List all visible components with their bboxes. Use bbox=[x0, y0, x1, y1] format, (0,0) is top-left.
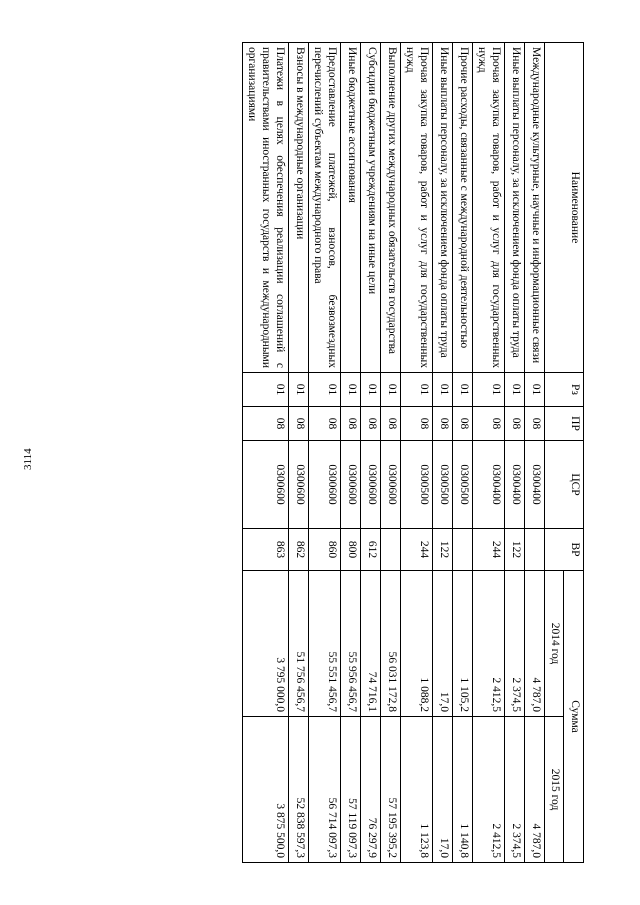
row-name: Прочие расходы, связанные с международной деятельностью bbox=[452, 43, 472, 373]
column-header-sum: Сумма bbox=[564, 571, 584, 863]
row-pr: 08 bbox=[472, 407, 504, 441]
table-row bbox=[505, 43, 525, 863]
row-rz: 01 bbox=[400, 373, 432, 407]
row-vr bbox=[380, 529, 400, 571]
row-name: Иные выплаты персоналу, за исключением фонда оплаты труда bbox=[432, 43, 452, 373]
row-csr: 0300400 bbox=[472, 441, 504, 529]
row-pr: 08 bbox=[400, 407, 432, 441]
row-vr: 863 bbox=[242, 529, 288, 571]
row-sum-2015: 2 412,5 bbox=[472, 717, 504, 863]
row-name: Выполнение других международных обязательств государства bbox=[380, 43, 400, 373]
table-row bbox=[472, 43, 504, 863]
row-sum-2014: 55 551 456,7 bbox=[308, 571, 340, 717]
row-name: Предоставление платежей, взносов, безвозмездных перечислений субъектам международного права bbox=[308, 43, 340, 373]
table-row bbox=[400, 43, 432, 863]
table-row bbox=[432, 43, 452, 863]
row-pr: 08 bbox=[360, 407, 380, 441]
row-vr bbox=[452, 529, 472, 571]
row-vr bbox=[525, 529, 545, 571]
row-sum-2015: 56 714 097,3 bbox=[308, 717, 340, 863]
row-name: Иные выплаты персоналу, за исключением фонда оплаты труда bbox=[505, 43, 525, 373]
column-header-csr: ЦСР bbox=[545, 441, 584, 529]
column-header-year-2015: 2015 год bbox=[545, 717, 565, 863]
row-sum-2014: 4 787,0 bbox=[525, 571, 545, 717]
row-sum-2015: 52 838 597,3 bbox=[288, 717, 308, 863]
row-pr: 08 bbox=[452, 407, 472, 441]
row-sum-2015: 4 787,0 bbox=[525, 717, 545, 863]
row-name: Субсидии бюджетным учреждениям на иные цели bbox=[360, 43, 380, 373]
row-csr: 0300400 bbox=[505, 441, 525, 529]
row-rz: 01 bbox=[380, 373, 400, 407]
row-sum-2015: 1 123,8 bbox=[400, 717, 432, 863]
row-vr: 862 bbox=[288, 529, 308, 571]
row-sum-2015: 76 297,9 bbox=[360, 717, 380, 863]
column-header-vr: ВР bbox=[545, 529, 584, 571]
row-sum-2014: 74 716,1 bbox=[360, 571, 380, 717]
row-sum-2015: 3 875 500,0 bbox=[242, 717, 288, 863]
row-csr: 0300600 bbox=[242, 441, 288, 529]
row-sum-2014: 2 374,5 bbox=[505, 571, 525, 717]
row-name: Международные культурные, научные и информационные связи bbox=[525, 43, 545, 373]
page-number: 3114 bbox=[22, 448, 34, 470]
row-sum-2014: 2 412,5 bbox=[472, 571, 504, 717]
table-row bbox=[380, 43, 400, 863]
row-pr: 08 bbox=[525, 407, 545, 441]
row-pr: 08 bbox=[432, 407, 452, 441]
row-sum-2014: 1 105,2 bbox=[452, 571, 472, 717]
table-row bbox=[360, 43, 380, 863]
row-pr: 08 bbox=[308, 407, 340, 441]
row-pr: 08 bbox=[505, 407, 525, 441]
row-name: Платежи в целях обеспечения реализации соглашений с правительствами иностранных государств и международными организациями bbox=[242, 43, 288, 373]
row-csr: 0300600 bbox=[340, 441, 360, 529]
row-rz: 01 bbox=[432, 373, 452, 407]
row-csr: 0300500 bbox=[400, 441, 432, 529]
row-sum-2015: 1 140,8 bbox=[452, 717, 472, 863]
row-name: Прочая закупка товаров, работ и услуг для государственных нужд bbox=[400, 43, 432, 373]
column-header-name: Наименование bbox=[545, 43, 584, 373]
row-rz: 01 bbox=[242, 373, 288, 407]
row-name: Взносы в международные организации bbox=[288, 43, 308, 373]
row-rz: 01 bbox=[472, 373, 504, 407]
row-csr: 0300600 bbox=[288, 441, 308, 529]
row-csr: 0300400 bbox=[525, 441, 545, 529]
row-sum-2014: 55 956 456,7 bbox=[340, 571, 360, 717]
table-row bbox=[242, 43, 288, 863]
row-sum-2014: 3 795 000,0 bbox=[242, 571, 288, 717]
row-vr: 800 bbox=[340, 529, 360, 571]
row-sum-2014: 56 031 172,8 bbox=[380, 571, 400, 717]
row-rz: 01 bbox=[360, 373, 380, 407]
row-csr: 0300600 bbox=[380, 441, 400, 529]
row-sum-2014: 51 756 456,7 bbox=[288, 571, 308, 717]
row-sum-2014: 17,0 bbox=[432, 571, 452, 717]
row-csr: 0300500 bbox=[452, 441, 472, 529]
row-rz: 01 bbox=[505, 373, 525, 407]
row-rz: 01 bbox=[452, 373, 472, 407]
row-sum-2015: 57 195 395,2 bbox=[380, 717, 400, 863]
row-rz: 01 bbox=[525, 373, 545, 407]
row-csr: 0300500 bbox=[432, 441, 452, 529]
table-row bbox=[288, 43, 308, 863]
row-csr: 0300600 bbox=[308, 441, 340, 529]
table-row bbox=[452, 43, 472, 863]
row-pr: 08 bbox=[340, 407, 360, 441]
row-pr: 08 bbox=[242, 407, 288, 441]
table-header-row-1 bbox=[564, 43, 584, 863]
row-vr: 122 bbox=[505, 529, 525, 571]
row-sum-2014: 1 088,2 bbox=[400, 571, 432, 717]
row-vr: 244 bbox=[472, 529, 504, 571]
column-header-year-2014: 2014 год bbox=[545, 571, 565, 717]
column-header-rz: Рз bbox=[545, 373, 584, 407]
table-row bbox=[308, 43, 340, 863]
row-rz: 01 bbox=[288, 373, 308, 407]
row-vr: 860 bbox=[308, 529, 340, 571]
row-rz: 01 bbox=[308, 373, 340, 407]
row-vr: 612 bbox=[360, 529, 380, 571]
table-header bbox=[545, 43, 584, 863]
row-sum-2015: 2 374,5 bbox=[505, 717, 525, 863]
column-header-pr: ПР bbox=[545, 407, 584, 441]
row-rz: 01 bbox=[340, 373, 360, 407]
row-name: Иные бюджетные ассигнования bbox=[340, 43, 360, 373]
table-row bbox=[340, 43, 360, 863]
row-pr: 08 bbox=[380, 407, 400, 441]
row-sum-2015: 17,0 bbox=[432, 717, 452, 863]
budget-table bbox=[242, 42, 584, 863]
row-name: Прочая закупка товаров, работ и услуг для государственных нужд bbox=[472, 43, 504, 373]
row-csr: 0300600 bbox=[360, 441, 380, 529]
table-body bbox=[242, 43, 544, 863]
row-sum-2015: 57 119 097,3 bbox=[340, 717, 360, 863]
table-row bbox=[525, 43, 545, 863]
row-vr: 244 bbox=[400, 529, 432, 571]
row-pr: 08 bbox=[288, 407, 308, 441]
row-vr: 122 bbox=[432, 529, 452, 571]
